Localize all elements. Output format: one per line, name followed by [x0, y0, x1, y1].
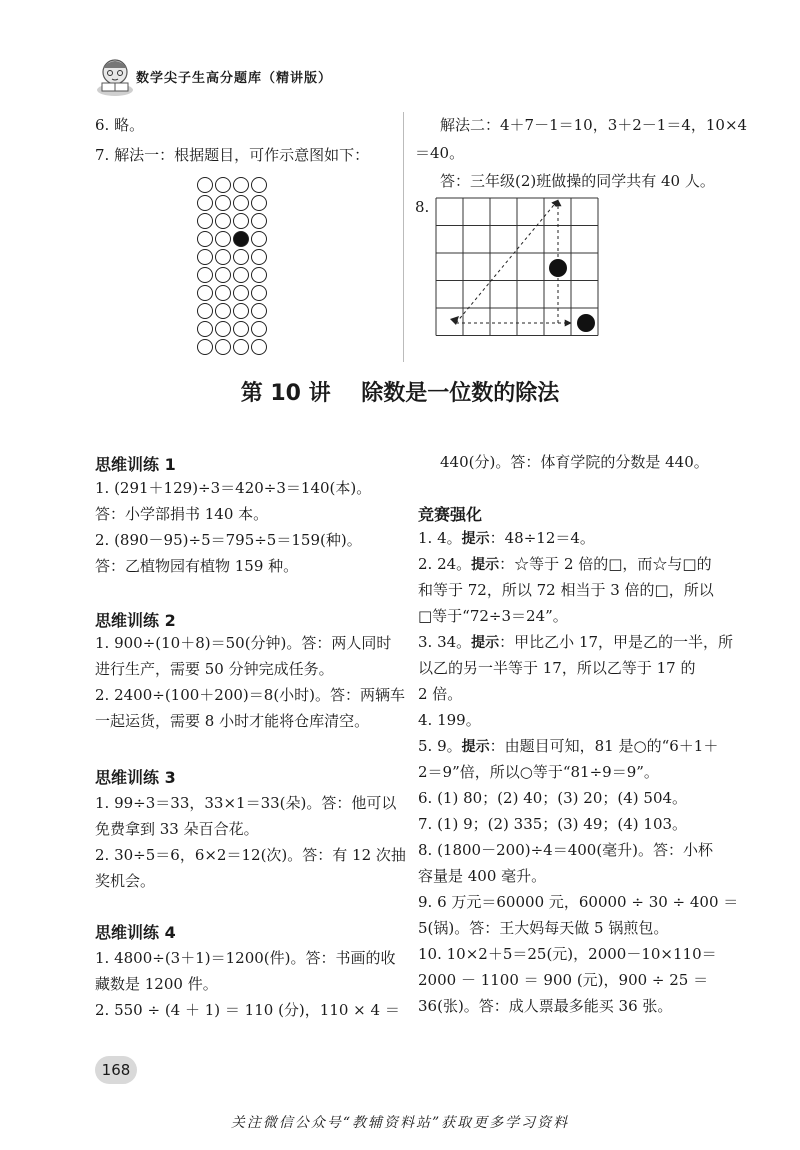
chess-piece	[549, 259, 567, 277]
empty-circle	[234, 178, 249, 193]
empty-circle	[216, 232, 231, 247]
comp-item-3-line: 2 倍。	[418, 685, 463, 703]
empty-circle	[252, 232, 267, 247]
section-title-1: 思维训练 1	[95, 455, 176, 474]
section-title-competition: 竞赛强化	[418, 505, 483, 524]
s4-continuation: 440(分)。答：体育学院的分数是 440。	[440, 453, 709, 471]
method2-answer: 答：三年级(2)班做操的同学共有 40 人。	[440, 172, 715, 190]
empty-circle	[198, 268, 213, 283]
s2-line: 一起运货，需要 8 小时才能将仓库清空。	[95, 712, 370, 730]
comp-item-3-line: 以乙的另一半等于 17，所以乙等于 17 的	[418, 659, 696, 677]
comp-item-4: 4. 199。	[418, 711, 481, 729]
chess-piece	[577, 314, 595, 332]
dashed-arrow	[456, 200, 558, 323]
book-title: 数学尖子生高分题库（精讲版）	[136, 71, 333, 86]
empty-circle	[234, 214, 249, 229]
s4-line: 1. 4800÷(3＋1)＝1200(件)。答：书画的收	[95, 949, 396, 967]
answer-8-label: 8.	[415, 198, 430, 216]
empty-circle	[252, 286, 267, 301]
section-title-2: 思维训练 2	[95, 611, 176, 630]
empty-circle	[252, 340, 267, 355]
lecture-title: 第 10 讲 除数是一位数的除法	[240, 381, 560, 406]
empty-circle	[252, 178, 267, 193]
empty-circle	[216, 250, 231, 265]
comp-item-1: 1. 4。提示：48÷12＝4。	[418, 529, 595, 547]
circle-diagram	[195, 175, 290, 355]
empty-circle	[252, 268, 267, 283]
section-title-4: 思维训练 4	[95, 923, 176, 942]
answer-7-intro: 7. 解法一：根据题目，可作示意图如下：	[95, 146, 370, 164]
comp-item-6: 6. (1) 80；(2) 40；(3) 20；(4) 504。	[418, 789, 688, 807]
s4-line: 2. 550 ÷ (4 ＋ 1) ＝ 110 (分)，110 × 4 ＝	[95, 1001, 400, 1019]
chessboard-diagram	[433, 195, 601, 340]
student-reading-mascot-icon	[92, 52, 138, 98]
footer-note: 关注微信公众号“教辅资料站”获取更多学习资料	[230, 1115, 570, 1131]
s3-line: 免费拿到 33 朵百合花。	[95, 820, 259, 838]
filled-circle	[234, 232, 249, 247]
comp-item-10-line: 36(张)。答：成人票最多能买 36 张。	[418, 997, 673, 1015]
empty-circle	[198, 286, 213, 301]
comp-item-3: 3. 34。提示：甲比乙小 17，甲是乙的一半，所	[418, 633, 734, 651]
empty-circle	[216, 268, 231, 283]
comp-item-9-line: 5(锅)。答：王大妈每天做 5 锅煎包。	[418, 919, 669, 937]
comp-item-9: 9. 6 万元＝60000 元，60000 ÷ 30 ÷ 400 ＝	[418, 893, 739, 911]
comp-item-2-line: □等于“72÷3＝24”。	[418, 607, 568, 625]
empty-circle	[234, 250, 249, 265]
empty-circle	[216, 304, 231, 319]
empty-circle	[234, 268, 249, 283]
answer-6: 6. 略。	[95, 116, 145, 134]
empty-circle	[216, 322, 231, 337]
comp-item-7: 7. (1) 9；(2) 335；(3) 49；(4) 103。	[418, 815, 688, 833]
empty-circle	[216, 196, 231, 211]
empty-circle	[252, 214, 267, 229]
s1-line: 2. (890－95)÷5＝795÷5＝159(种)。	[95, 531, 362, 549]
comp-item-5-line: 2＝9”倍，所以○等于“81÷9＝9”。	[418, 763, 659, 781]
empty-circle	[234, 196, 249, 211]
empty-circle	[198, 196, 213, 211]
empty-circle	[198, 322, 213, 337]
empty-circle	[216, 178, 231, 193]
s1-line: 1. (291＋129)÷3＝420÷3＝140(本)。	[95, 479, 372, 497]
comp-item-10-line: 2000 － 1100 ＝ 900 (元)，900 ÷ 25 ＝	[418, 971, 709, 989]
s4-line: 藏数是 1200 件。	[95, 975, 218, 993]
method2-line1: 解法二：4＋7－1＝10，3＋2－1＝4，10×4	[440, 116, 748, 134]
comp-item-8-line: 容量是 400 毫升。	[418, 867, 547, 885]
s2-line: 1. 900÷(10＋8)＝50(分钟)。答：两人同时	[95, 634, 392, 652]
comp-item-8: 8. (1800－200)÷4＝400(毫升)。答：小杯	[418, 841, 714, 859]
comp-item-2-line: 和等于 72，所以 72 相当于 3 倍的□，所以	[418, 581, 714, 599]
s1-line: 答：乙植物园有植物 159 种。	[95, 557, 299, 575]
empty-circle	[234, 340, 249, 355]
empty-circle	[216, 286, 231, 301]
comp-item-10: 10. 10×2＋5＝25(元)，2000－10×110＝	[418, 945, 717, 963]
s3-line: 2. 30÷5＝6，6×2＝12(次)。答：有 12 次抽	[95, 846, 406, 864]
comp-item-2: 2. 24。提示：☆等于 2 倍的□，而☆与□的	[418, 555, 712, 573]
s2-line: 2. 2400÷(100＋200)＝8(小时)。答：两辆车	[95, 686, 406, 704]
empty-circle	[216, 340, 231, 355]
page-number: 168	[95, 1056, 137, 1084]
section-title-3: 思维训练 3	[95, 768, 176, 787]
empty-circle	[234, 304, 249, 319]
empty-circle	[198, 214, 213, 229]
empty-circle	[234, 286, 249, 301]
page-header	[92, 52, 492, 102]
empty-circle	[252, 304, 267, 319]
empty-circle	[252, 322, 267, 337]
s1-line: 答：小学部捐书 140 本。	[95, 505, 269, 523]
method2-line2: ＝40。	[415, 144, 465, 162]
empty-circle	[198, 250, 213, 265]
s3-line: 1. 99÷3＝33，33×1＝33(朵)。答：他可以	[95, 794, 397, 812]
column-divider	[403, 112, 404, 362]
empty-circle	[234, 322, 249, 337]
s2-line: 进行生产，需要 50 分钟完成任务。	[95, 660, 334, 678]
empty-circle	[252, 196, 267, 211]
comp-item-5: 5. 9。提示：由题目可知，81 是○的“6＋1＋	[418, 737, 719, 755]
empty-circle	[216, 214, 231, 229]
empty-circle	[198, 304, 213, 319]
empty-circle	[198, 232, 213, 247]
empty-circle	[198, 178, 213, 193]
empty-circle	[198, 340, 213, 355]
empty-circle	[252, 250, 267, 265]
s3-line: 奖机会。	[95, 872, 156, 890]
